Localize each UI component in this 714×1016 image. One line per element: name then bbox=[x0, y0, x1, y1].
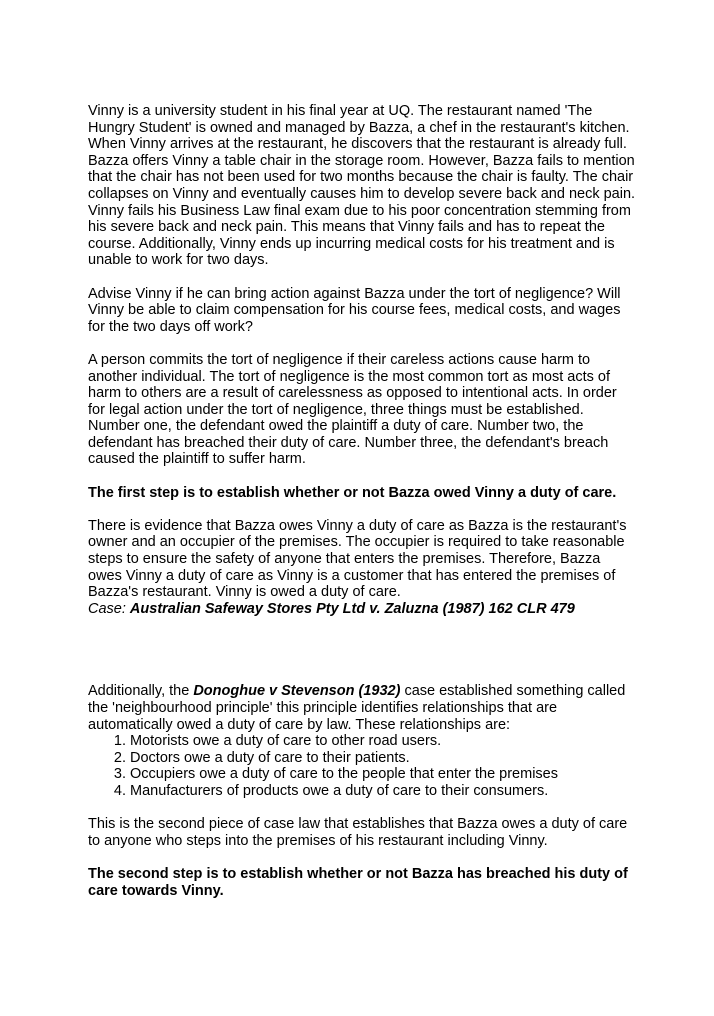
case-name-zaluzna: Australian Safeway Stores Pty Ltd v. Zaluzna (1987) 162 CLR 479 bbox=[129, 600, 575, 617]
duty-of-care-paragraph: There is evidence that Bazza owes Vinny a duty of care as Bazza is the restaurant's owner and an occupier of the premises. The occupier is required to take reasonable steps to ensure the safety of anyone that enters the premises. Therefore, Bazza owes Vinny a duty of care as Vinny is a customer that has entered the premises of Bazza's restaurant. Vinny is owed a duty of care. bbox=[88, 517, 627, 601]
list-item: 2. Doctors owe a duty of care to their patients. bbox=[130, 750, 636, 767]
step-one-heading: The first step is to establish whether or not Bazza owed Vinny a duty of care. bbox=[88, 484, 617, 501]
step-two-heading: The second step is to establish whether or not Bazza has breached his duty of care towards Vinny. bbox=[88, 865, 628, 899]
neighbourhood-principle-paragraph bbox=[88, 683, 636, 733]
list-item: 3. Occupiers owe a duty of care to the people that enter the premises bbox=[130, 766, 636, 783]
question-paragraph: Advise Vinny if he can bring action against Bazza under the tort of negligence? Will Vinny be able to claim compensation for his course fees, medical costs, and wages for the two days off work? bbox=[88, 285, 621, 335]
second-case-law-paragraph: This is the second piece of case law that establishes that Bazza owes a duty of care to anyone who steps into the premises of his restaurant including Vinny. bbox=[88, 816, 628, 849]
additionally-prefix: Additionally, the bbox=[88, 683, 190, 700]
case-name-donoghue: Donoghue v Stevenson (1932) bbox=[193, 683, 401, 700]
scenario-paragraph: Vinny is a university student in his final year at UQ. The restaurant named 'The Hungry Student' is owned and managed by Bazza, a chef in the restaurant's kitchen. When Vinny arrives at the restaurant, he discovers that the restaurant is already full. Bazza offers Vinny a table chair in the storage room. However, Bazza fails to mention that the chair has not been used for two months because the chair is faulty. The chair collapses on Vinny and eventually causes him to develop severe back and neck pain. Vinny fails his Business Law final exam due to his poor concentration stemming from his severe back and neck pain. This means that Vinny fails and has to repeat the course. Additionally, Vinny ends up incurring medical costs for his treatment and is unable to work for two days. bbox=[88, 103, 636, 269]
negligence-intro-paragraph: A person commits the tort of negligence if their careless actions cause harm to another individual. The tort of negligence is the most common tort as most acts of harm to others are a result of carelessness as opposed to intentional acts. In order for legal action under the tort of negligence, three things must be established. Number one, the defendant owed the plaintiff a duty of care. Number two, the defendant has breached their duty of care. Number three, the defendant's breach caused the plaintiff to suffer harm. bbox=[88, 351, 617, 468]
relationships-list bbox=[88, 733, 636, 799]
case-citation-line bbox=[88, 601, 636, 618]
list-item: 4. Manufacturers of products owe a duty of care to their consumers. bbox=[130, 783, 636, 800]
document-body bbox=[88, 103, 636, 899]
additionally-suffix: case established something called the 'neighbourhood principle' this principle identifies relationships that are automatically owed a duty of care by law. These relationships are: bbox=[88, 683, 626, 733]
case-label: Case: bbox=[88, 600, 126, 617]
list-item: 1. Motorists owe a duty of care to other road users. bbox=[130, 733, 636, 750]
